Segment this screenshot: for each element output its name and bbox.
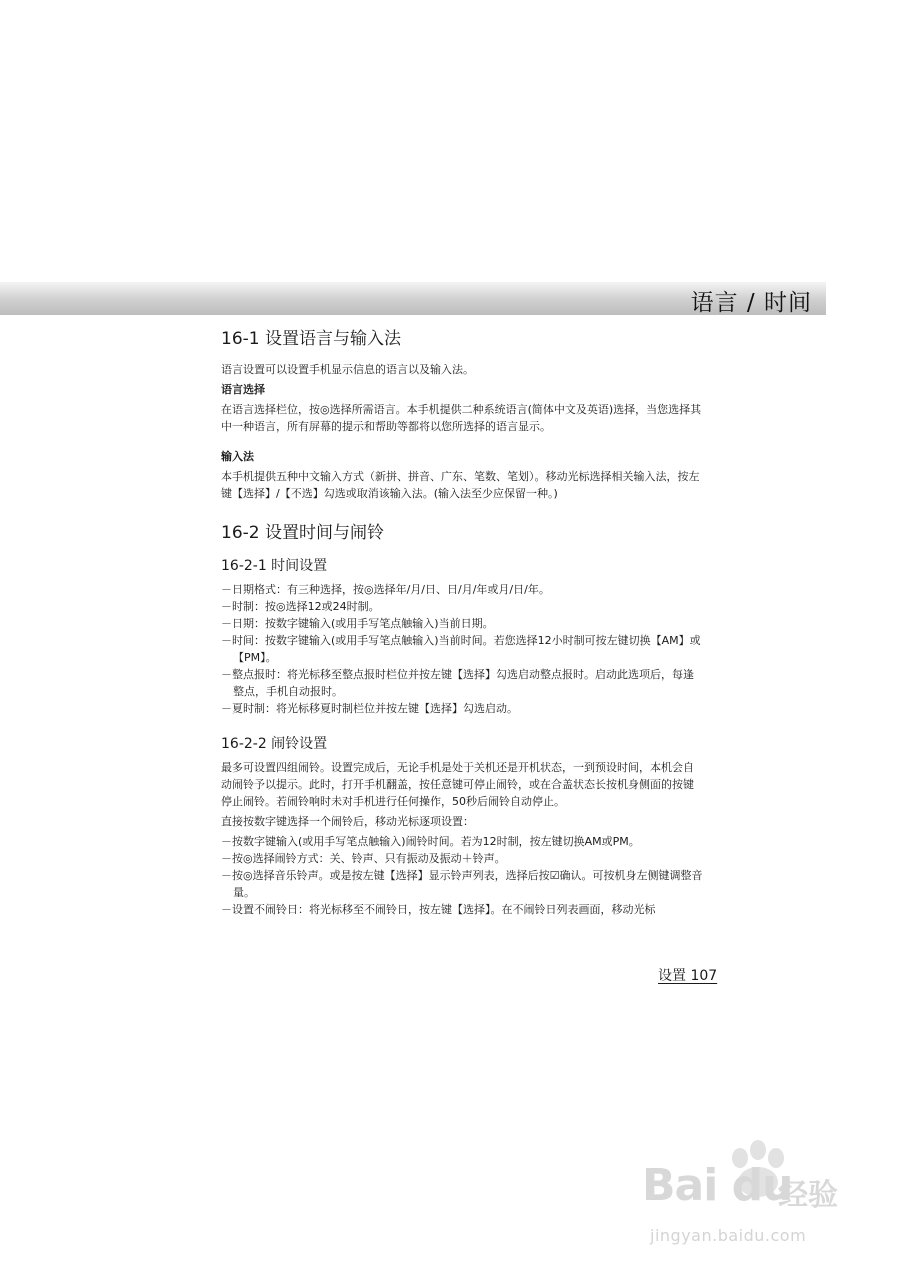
section-intro: 语言设置可以设置手机显示信息的语言以及输入法。 — [221, 363, 474, 376]
list-item: －整点报时：将光标移至整点报时栏位并按左键【选择】勾选启动整点报时。启动此选项后，每逢整点，手机自动报时。 — [221, 668, 694, 698]
subsection-heading-alarm: 16-2-2 闹铃设置 — [221, 736, 328, 752]
subheading-language: 语言选择 — [221, 383, 265, 396]
list-item: －日期：按数字键输入(或用手写笔点触输入)当前日期。 — [221, 617, 494, 630]
subheading-input-method: 输入法 — [221, 450, 254, 463]
input-method-paragraph: 本手机提供五种中文输入方式（新拼、拼音、广东、笔数、笔划）。移动光标选择相关输入法，按左键【选择】/【不选】勾选或取消该输入法。(输入法至少应保留一种。) — [221, 470, 700, 500]
baidu-watermark — [642, 1140, 862, 1258]
alarm-steps-intro: 直接按数字键选择一个闹铃后，移动光标逐项设置： — [221, 815, 474, 828]
list-item: －按数字键输入(或用手写笔点触输入)闹铃时间。若为12时制，按左键切换AM或PM。 — [221, 835, 640, 848]
list-item: －按◎选择闹铃方式：关、铃声、只有振动及振动＋铃声。 — [221, 852, 506, 865]
subsection-heading-time: 16-2-1 时间设置 — [221, 558, 328, 574]
alarm-settings-list — [221, 833, 703, 918]
list-item: －时制：按◎选择12或24时制。 — [221, 600, 380, 613]
list-item: －夏时制：将光标移夏时制栏位并按左键【选择】勾选启动。 — [221, 702, 518, 715]
section-heading-16-2: 16-2 设置时间与闹铃 — [221, 523, 384, 543]
section-heading-16-1: 16-1 设置语言与输入法 — [221, 329, 401, 349]
list-item: －按◎选择音乐铃声。或是按左键【选择】显示铃声列表，选择后按☑确认。可按机身左侧键调整音量。 — [221, 869, 703, 899]
list-item: －日期格式：有三种选择，按◎选择年/月/日、日/月/年或月/日/年。 — [221, 583, 550, 596]
alarm-paragraph: 最多可设置四组闹铃。设置完成后，无论手机是处于关机还是开机状态，一到预设时间，本机会自动闹铃予以提示。此时，打开手机翻盖，按任意键可停止闹铃，或在合盖状态长按机身侧面的按键停止闹铃。若闹铃响时未对手机进行任何操作，50秒后闹铃自动停止。 — [221, 761, 694, 808]
watermark-brand-cn: 经验 — [778, 1178, 838, 1213]
watermark-url: jingyan.baidu.com — [650, 1226, 807, 1245]
language-paragraph: 在语言选择栏位，按◎选择所需语言。本手机提供二种系统语言(简体中文及英语)选择，当您选择其中一种语言，所有屏幕的提示和帮助等都将以您所选择的语言显示。 — [221, 403, 702, 433]
list-item: －设置不闹铃日：将光标移至不闹铃日，按左键【选择】。在不闹铃日列表画面，移动光标 — [221, 903, 656, 916]
time-settings-list — [221, 581, 703, 717]
chapter-title: 语言 / 时间 — [690, 290, 812, 316]
watermark-brand: Bai du — [642, 1160, 793, 1211]
page-content — [221, 324, 703, 918]
page-number: 设置 107 — [658, 968, 718, 984]
list-item: －时间：按数字键输入(或用手写笔点触输入)当前时间。若您选择12小时制可按左键切换【AM】或【PM】。 — [221, 634, 701, 664]
